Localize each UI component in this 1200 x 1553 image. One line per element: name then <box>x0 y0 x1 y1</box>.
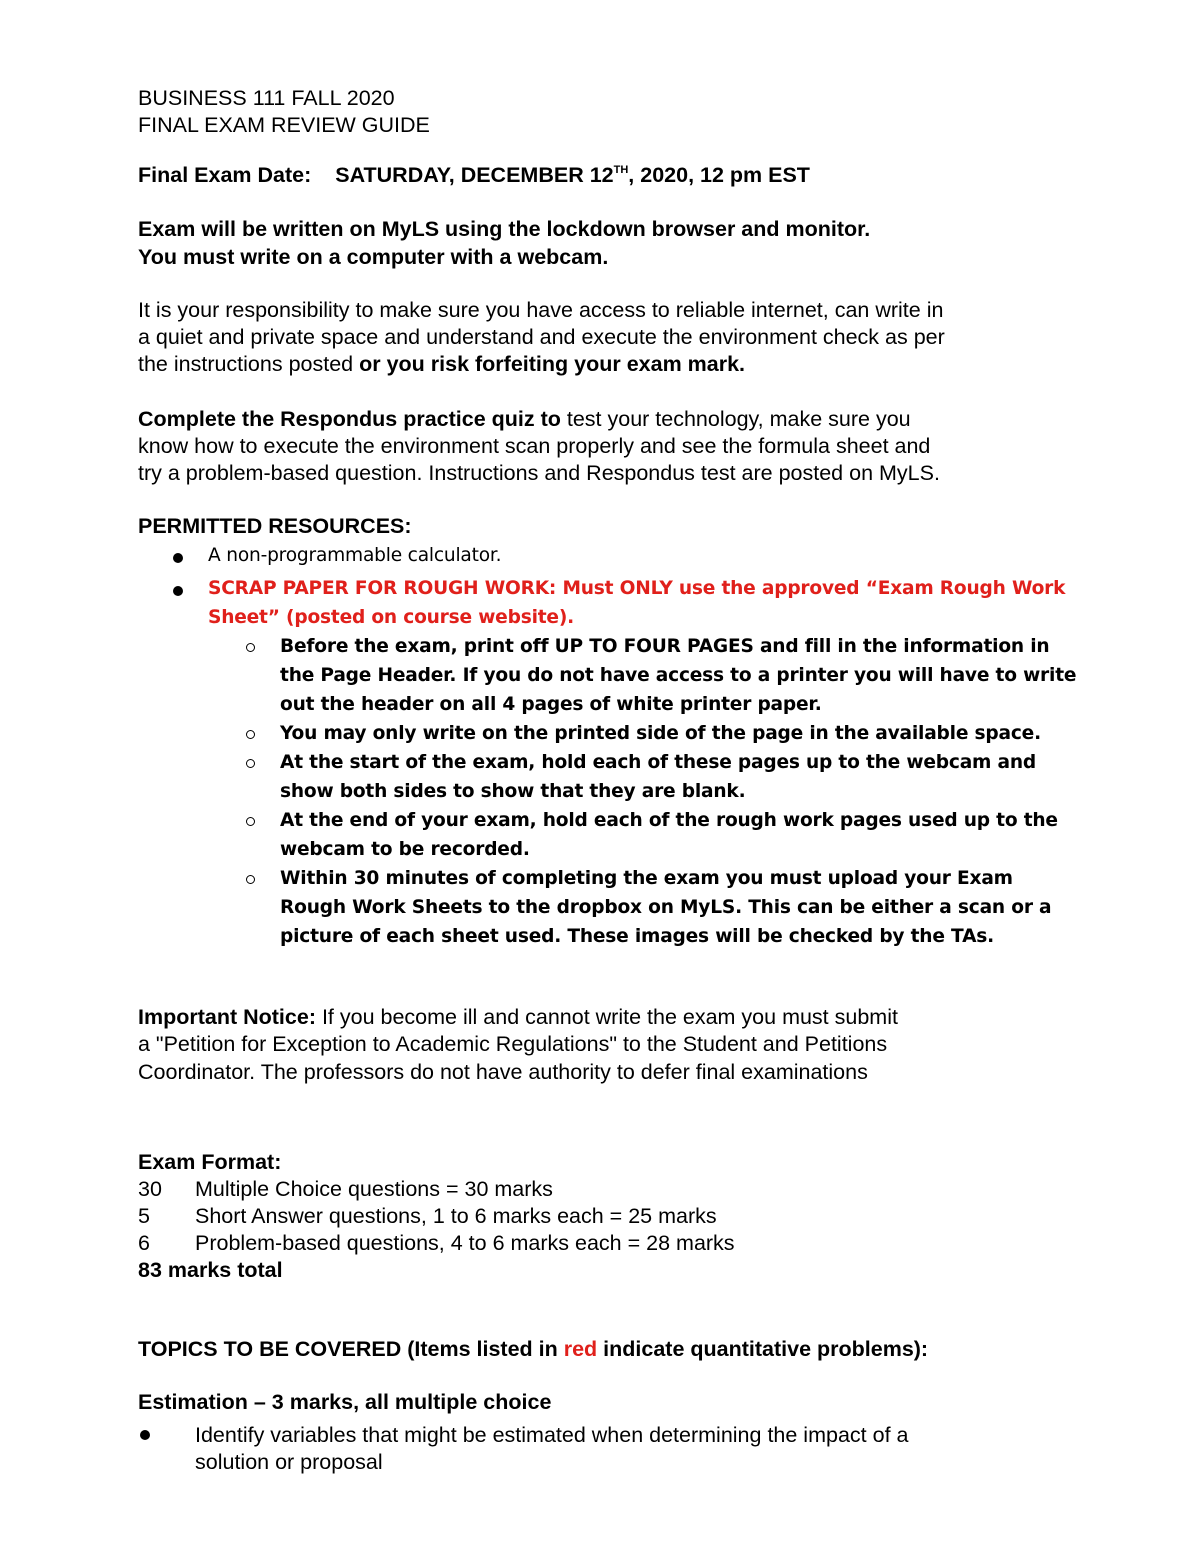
notice-line2: a "Petition for Exception to Academic Regulations" to the Student and Petitions <box>138 1032 888 1056</box>
topics-heading-rest: indicate quantitative problems): <box>597 1337 929 1361</box>
respondus-line1-text: test your technology, make sure you <box>560 407 911 431</box>
responsibility-line1: It is your responsibility to make sure you have access to reliable internet, can write in <box>138 298 944 322</box>
format-row <box>138 1177 553 1202</box>
exam-date-value-rest: , 2020, 12 pm EST <box>628 163 810 187</box>
permitted-item-scrap-line1: SCRAP PAPER FOR ROUGH WORK: Must ONLY use the approved “Exam Rough Work <box>208 578 1066 599</box>
estimation-heading: Estimation – 3 marks, all multiple choice <box>138 1390 552 1414</box>
estimation-item-line2: solution or proposal <box>195 1450 383 1474</box>
sub-item-3-line2: show both sides to show that they are blank. <box>280 781 746 802</box>
sub-item-1-line3: out the header on all 4 pages of white printer paper. <box>280 694 822 715</box>
sub-item-5-line1: Within 30 minutes of completing the exam you must upload your Exam <box>280 868 1013 889</box>
exam-info-line2: You must write on a computer with a webcam. <box>138 245 609 269</box>
format-desc: Multiple Choice questions = 30 marks <box>195 1177 553 1201</box>
forfeit-warning: or you risk forfeiting your exam mark. <box>359 352 746 376</box>
circle-bullet-icon <box>246 730 255 739</box>
exam-date-value: SATURDAY, DECEMBER 12 <box>335 163 614 187</box>
respondus-line3: try a problem-based question. Instructions and Respondus test are posted on MyLS. <box>138 461 940 485</box>
respondus-instruction: Complete the Respondus practice quiz to <box>138 407 561 431</box>
responsibility-line2: a quiet and private space and understand and execute the environment check as per <box>138 325 945 349</box>
notice-label: Important Notice: <box>138 1005 316 1029</box>
format-total: 83 marks total <box>138 1258 283 1282</box>
permitted-item-calculator: A non-programmable calculator. <box>208 545 502 566</box>
estimation-item-line1: Identify variables that might be estimated when determining the impact of a <box>195 1423 909 1447</box>
sub-item-4-line2: webcam to be recorded. <box>280 839 530 860</box>
guide-title: FINAL EXAM REVIEW GUIDE <box>138 113 430 137</box>
circle-bullet-icon <box>246 759 255 768</box>
respondus-line2: know how to execute the environment scan properly and see the formula sheet and <box>138 434 931 458</box>
sub-item-1-line1: Before the exam, print off UP TO FOUR PAGES and fill in the information in <box>280 636 1050 657</box>
format-count: 30 <box>138 1177 162 1201</box>
sub-item-5-line2: Rough Work Sheets to the dropbox on MyLS. This can be either a scan or a <box>280 897 1052 918</box>
sub-item-3-line1: At the start of the exam, hold each of these pages up to the webcam and <box>280 752 1036 773</box>
circle-bullet-icon <box>246 817 255 826</box>
notice-line1 <box>138 1005 898 1030</box>
circle-bullet-icon <box>246 875 255 884</box>
exam-date-label: Final Exam Date: <box>138 163 312 187</box>
sub-item-5-line3: picture of each sheet used. These images will be checked by the TAs. <box>280 926 994 947</box>
topics-heading-text: TOPICS TO BE COVERED (Items listed in <box>138 1337 564 1361</box>
responsibility-line3-text: the instructions posted <box>138 352 360 376</box>
sub-item-2-line1: You may only write on the printed side of the page in the available space. <box>280 723 1041 744</box>
format-row <box>138 1204 717 1229</box>
exam-info-line1: Exam will be written on MyLS using the lockdown browser and monitor. <box>138 217 871 241</box>
format-desc: Problem-based questions, 4 to 6 marks each = 28 marks <box>195 1231 735 1255</box>
topics-red-word: red <box>563 1337 598 1361</box>
notice-line3: Coordinator. The professors do not have authority to defer final examinations <box>138 1060 868 1084</box>
circle-bullet-icon <box>246 643 255 652</box>
format-heading: Exam Format: <box>138 1150 282 1174</box>
responsibility-line3 <box>138 352 745 377</box>
format-count: 6 <box>138 1231 150 1255</box>
format-count: 5 <box>138 1204 150 1228</box>
notice-line1-text: If you become ill and cannot write the exam you must submit <box>315 1005 898 1029</box>
permitted-heading: PERMITTED RESOURCES: <box>138 514 412 538</box>
format-desc: Short Answer questions, 1 to 6 marks each = 25 marks <box>195 1204 717 1228</box>
exam-date-line <box>138 163 810 188</box>
sub-item-4-line1: At the end of your exam, hold each of the rough work pages used up to the <box>280 810 1058 831</box>
topics-heading <box>138 1337 928 1362</box>
bullet-icon <box>140 1430 150 1440</box>
bullet-icon <box>173 553 183 563</box>
respondus-line1 <box>138 407 911 432</box>
bullet-icon <box>173 586 183 596</box>
course-title: BUSINESS 111 FALL 2020 <box>138 86 395 110</box>
exam-date-suffix: TH <box>613 164 629 176</box>
format-row <box>138 1231 735 1256</box>
sub-item-1-line2: the Page Header. If you do not have access to a printer you will have to write <box>280 665 1077 686</box>
permitted-item-scrap-line2: Sheet” (posted on course website). <box>208 607 575 628</box>
